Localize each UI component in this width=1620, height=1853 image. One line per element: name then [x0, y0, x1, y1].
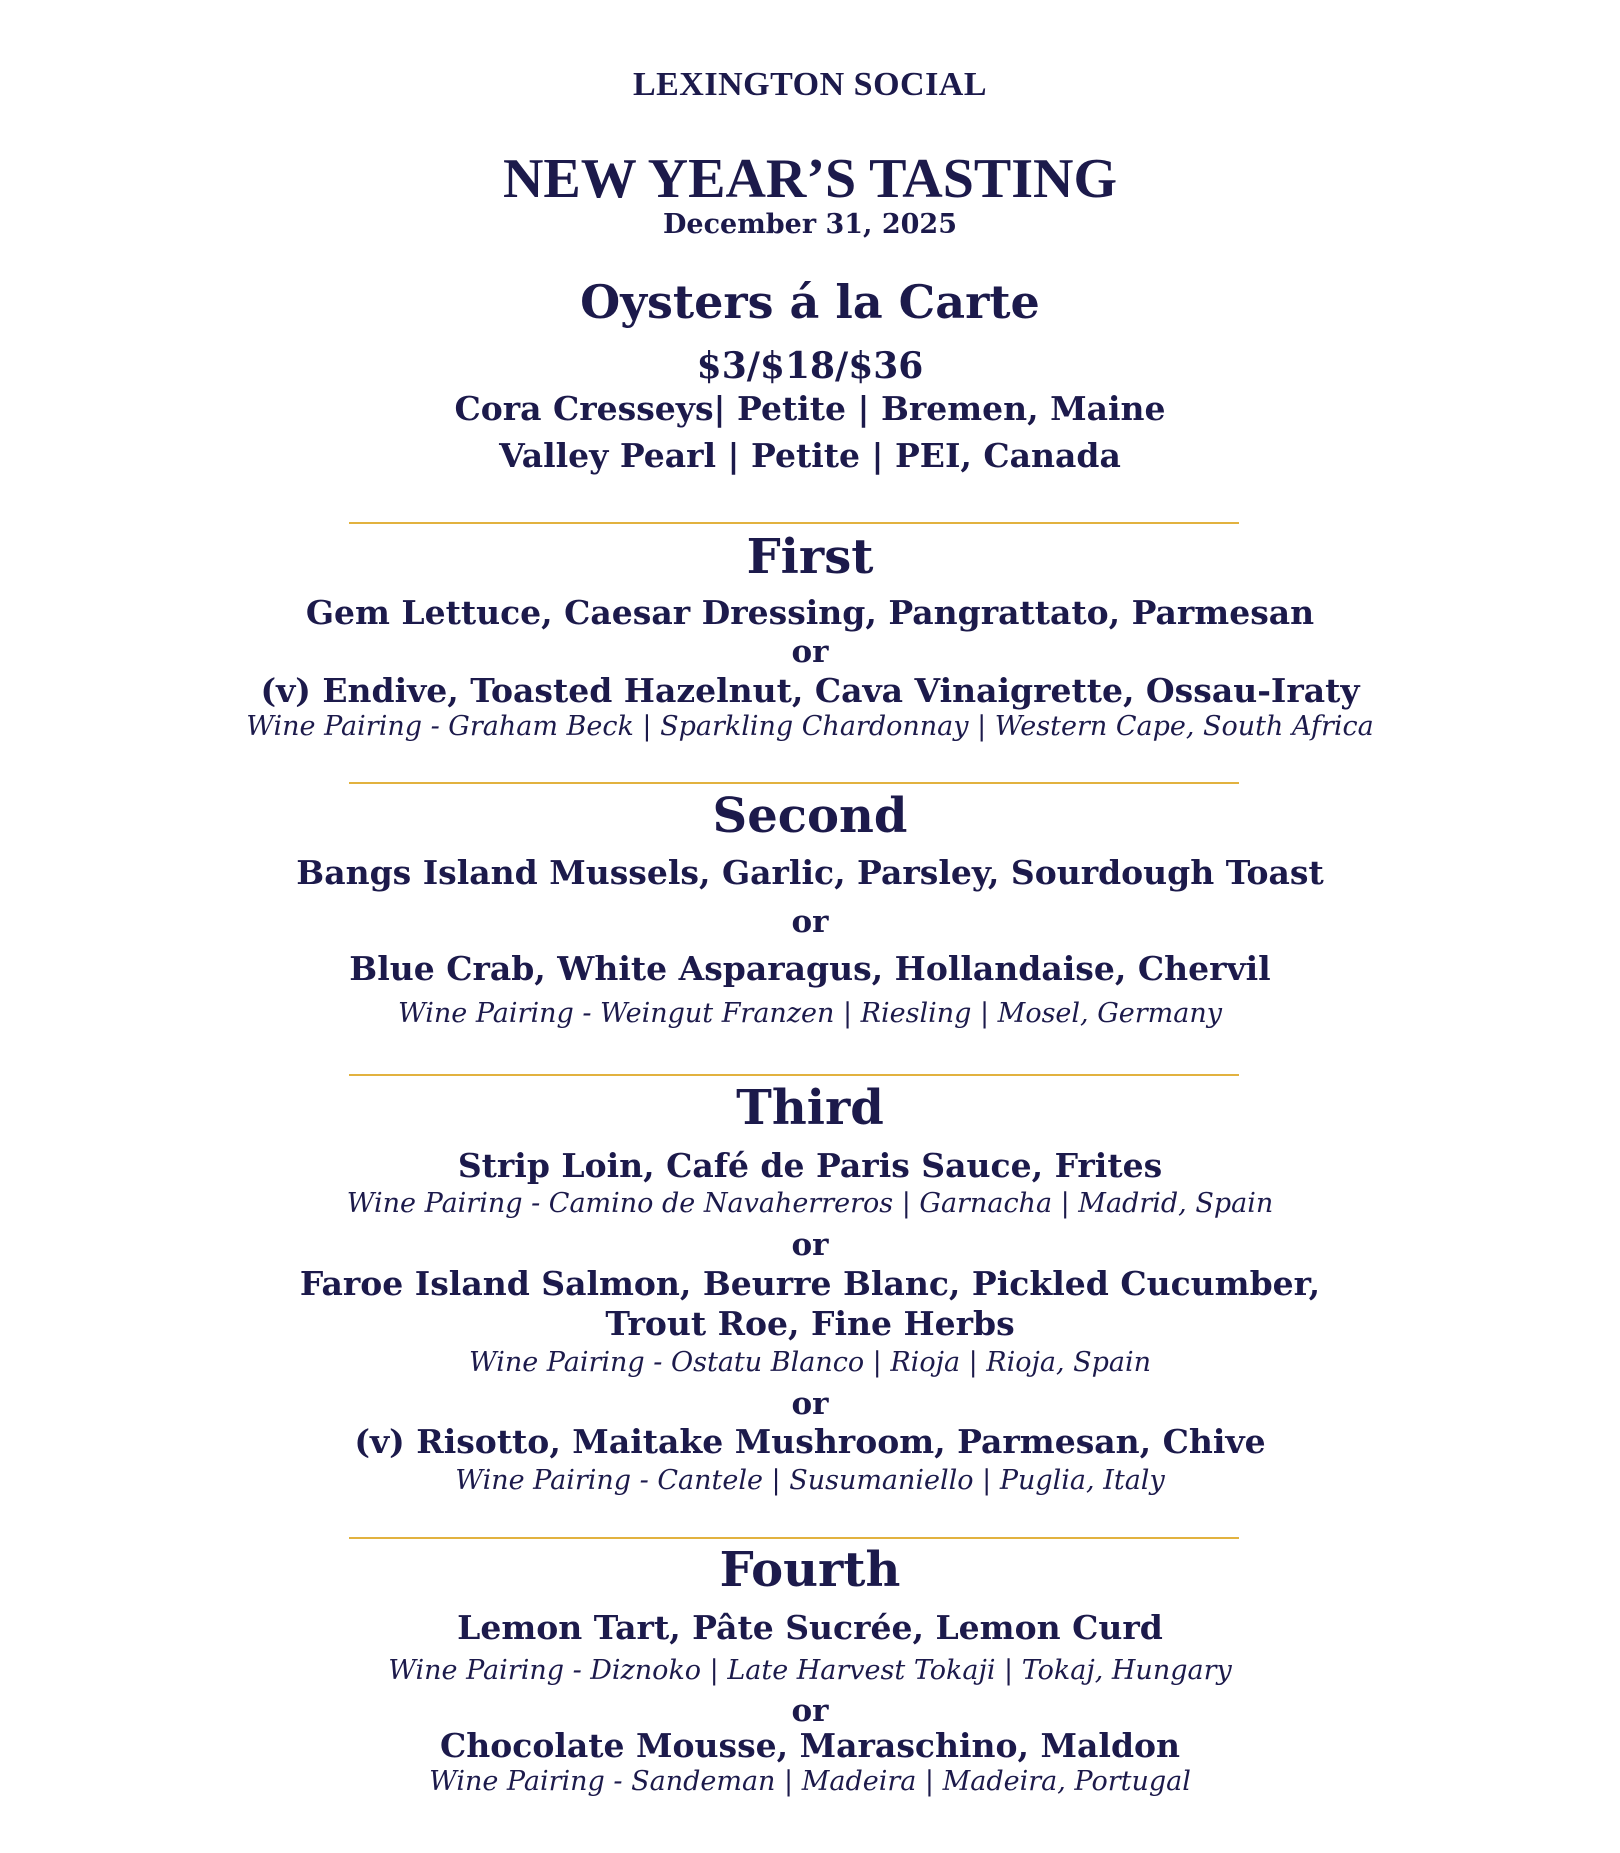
wine-pairing: Wine Pairing - Camino de Navaherreros | Garnacha | Madrid, Spain — [346, 1188, 1274, 1219]
dish-item: (v) Endive, Toasted Hazelnut, Cava Vinaigrette, Ossau-Iraty — [260, 671, 1360, 710]
dish-item: Faroe Island Salmon, Beurre Blanc, Pickled Cucumber, — [299, 1264, 1321, 1303]
wine-pairing: Wine Pairing - Graham Beck | Sparkling Chardonnay | Western Cape, South Africa — [246, 711, 1374, 742]
section-divider — [349, 522, 1239, 524]
restaurant-name: LEXINGTON SOCIAL — [632, 66, 988, 103]
wine-pairing: Wine Pairing - Weingut Franzen | Riesling | Mosel, Germany — [397, 998, 1223, 1029]
course-title-first: First — [746, 529, 874, 585]
dish-item: Lemon Tart, Pâte Sucrée, Lemon Curd — [457, 1608, 1163, 1647]
dish-item-continued: Trout Roe, Fine Herbs — [605, 1304, 1015, 1343]
dish-item: Strip Loin, Café de Paris Sauce, Frites — [457, 1146, 1163, 1185]
oyster-item: Cora Cresseys| Petite | Bremen, Maine — [454, 389, 1166, 428]
section-divider — [349, 782, 1239, 784]
or-separator: or — [791, 634, 829, 670]
oyster-item: Valley Pearl | Petite | PEI, Canada — [499, 436, 1121, 475]
or-separator: or — [791, 904, 829, 940]
oysters-title: Oysters á la Carte — [580, 275, 1040, 329]
or-separator: or — [791, 1693, 829, 1729]
course-title-second: Second — [712, 788, 908, 844]
wine-pairing: Wine Pairing - Ostatu Blanco | Rioja | Rioja, Spain — [468, 1347, 1152, 1378]
dish-item: (v) Risotto, Maitake Mushroom, Parmesan, Chive — [354, 1422, 1266, 1461]
or-separator: or — [791, 1227, 829, 1263]
course-title-third: Third — [736, 1080, 884, 1136]
course-title-fourth: Fourth — [719, 1542, 901, 1598]
or-separator: or — [791, 1386, 829, 1422]
wine-pairing: Wine Pairing - Cantele | Susumaniello | Puglia, Italy — [455, 1465, 1165, 1496]
dish-item: Chocolate Mousse, Maraschino, Maldon — [439, 1726, 1181, 1765]
dish-item: Gem Lettuce, Caesar Dressing, Pangrattato, Parmesan — [305, 593, 1315, 632]
section-divider — [349, 1074, 1239, 1076]
event-date: December 31, 2025 — [663, 209, 957, 240]
event-title: NEW YEAR’S TASTING — [502, 148, 1118, 210]
wine-pairing: Wine Pairing - Sandeman | Madeira | Madeira, Portugal — [429, 1766, 1191, 1797]
wine-pairing: Wine Pairing - Diznoko | Late Harvest Tokaji | Tokaj, Hungary — [388, 1655, 1232, 1686]
dish-item: Blue Crab, White Asparagus, Hollandaise, Chervil — [349, 949, 1271, 988]
oysters-price: $3/$18/$36 — [696, 345, 924, 387]
dish-item: Bangs Island Mussels, Garlic, Parsley, Sourdough Toast — [296, 853, 1324, 892]
section-divider — [349, 1537, 1239, 1539]
